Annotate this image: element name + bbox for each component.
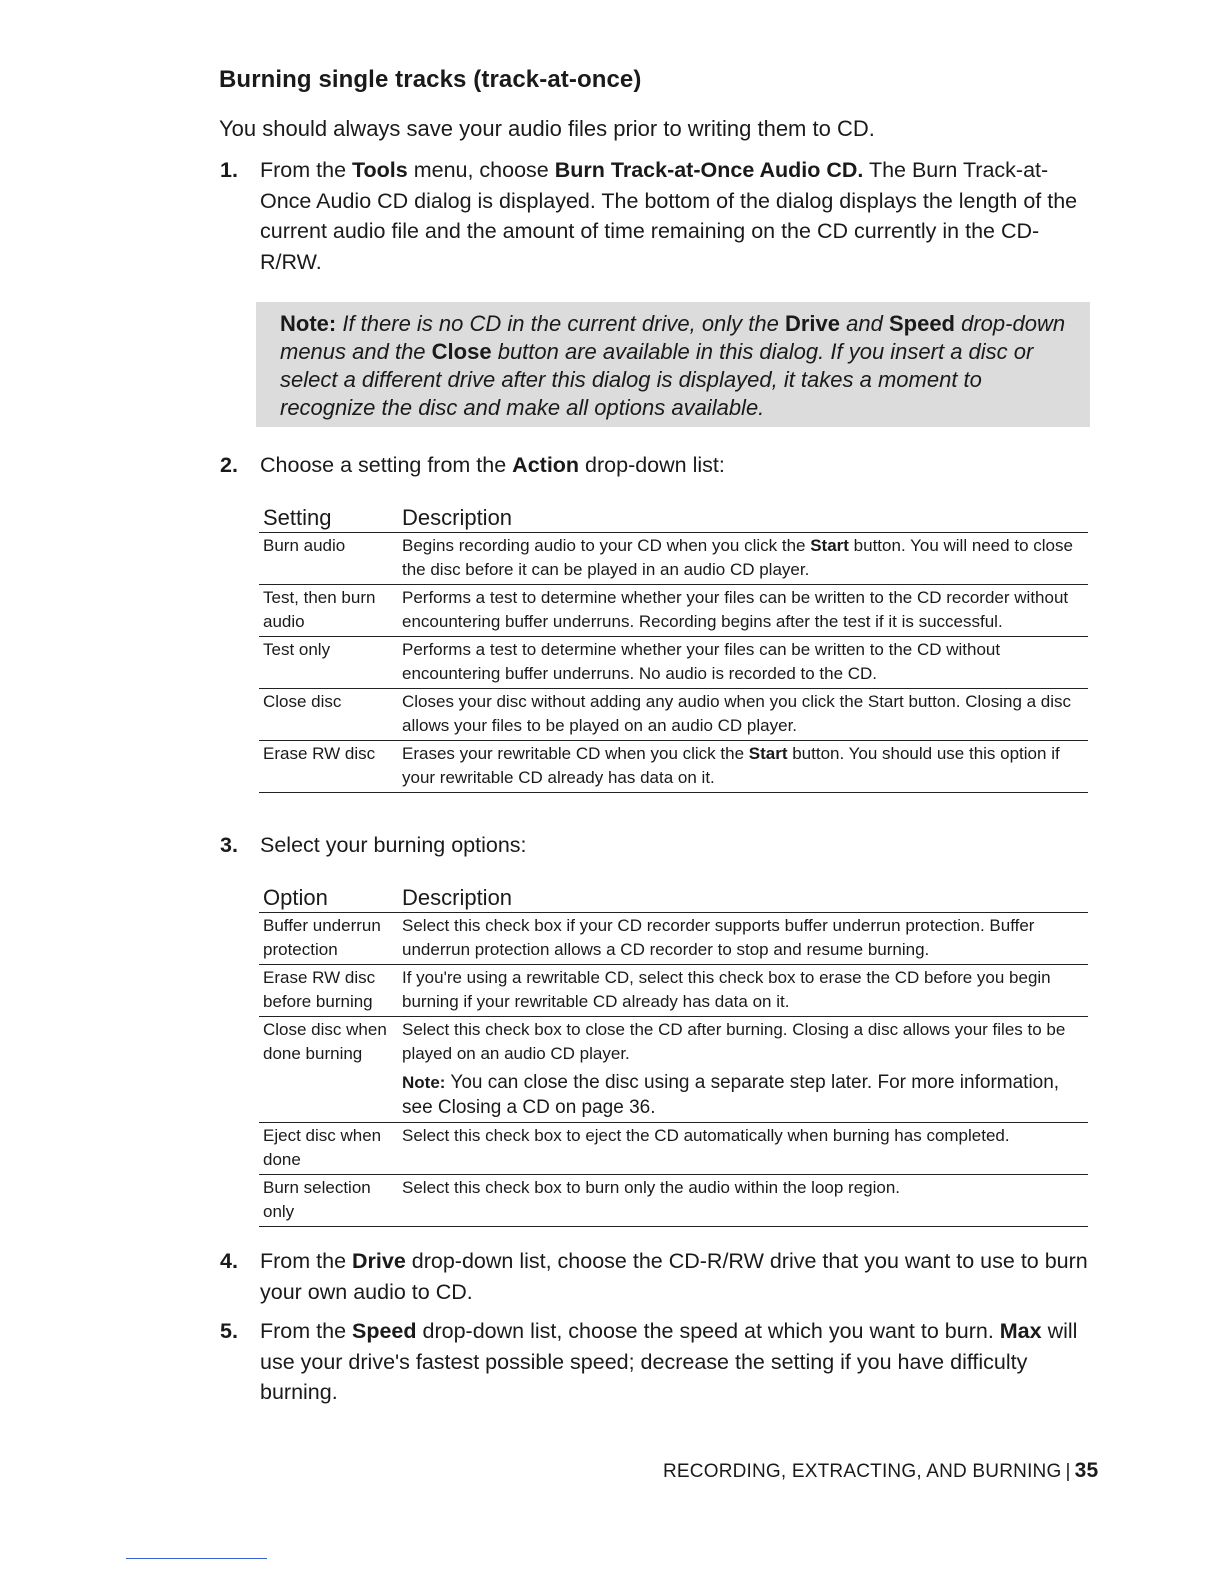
intro-paragraph: You should always save your audio files prior to writing them to CD. <box>219 116 875 141</box>
step-number: 1. <box>220 158 238 182</box>
footer-separator: | <box>1065 1461 1071 1482</box>
option-description: If you're using a rewritable CD, select this check box to erase the CD before you begin burning if your rewritable CD already has data on it. <box>398 965 1088 1017</box>
option-description: Select this check box to eject the CD automatically when burning has completed. <box>398 1123 1088 1175</box>
column-header-setting: Setting <box>259 500 398 533</box>
table-row <box>259 1123 1088 1175</box>
setting-description: Erases your rewritable CD when you click the Start button. You should use this option if your rewritable CD already has data on it. <box>398 741 1088 793</box>
table-row <box>259 1175 1088 1227</box>
option-description <box>398 1017 1088 1123</box>
setting-description: Closes your disc without adding any audio when you click the Start button. Closing a disc allows your files to be played on an audio CD player. <box>398 689 1088 741</box>
option-description: Select this check box to burn only the audio within the loop region. <box>398 1175 1088 1227</box>
setting-name: Burn audio <box>259 533 398 585</box>
step-number: 2. <box>220 453 238 477</box>
option-name: Eject disc when done <box>259 1123 398 1175</box>
table-row <box>259 741 1088 793</box>
table-row <box>259 637 1088 689</box>
step-number: 4. <box>220 1249 238 1273</box>
step-text: Select your burning options: <box>260 833 527 857</box>
step-number: 5. <box>220 1319 238 1343</box>
setting-description: Performs a test to determine whether your files can be written to the CD recorder without encountering buffer underruns. Recording begins after the test if it is successful. <box>398 585 1088 637</box>
step-text: From the Tools menu, choose Burn Track-at-Once Audio CD. The Burn Track-at-Once Audio CD dialog is displayed. The bottom of the dialog displays the length of the current audio file and the amount of time remaining on the CD currently in the CD-R/RW. <box>260 158 1078 274</box>
setting-name: Test, then burn audio <box>259 585 398 637</box>
options-table <box>259 880 1088 1227</box>
table-row <box>259 913 1088 965</box>
setting-description: Performs a test to determine whether your files can be written to the CD without encountering buffer underruns. No audio is recorded to the CD. <box>398 637 1088 689</box>
step-text: Choose a setting from the Action drop-down list: <box>260 453 725 477</box>
bottom-rule <box>126 1558 267 1559</box>
column-header-description: Description <box>398 880 1088 913</box>
table-row <box>259 689 1088 741</box>
option-description: Select this check box if your CD recorder supports buffer underrun protection. Buffer underrun protection allows a CD recorder to stop and resume burning. <box>398 913 1088 965</box>
footer-section-title: RECORDING, EXTRACTING, AND BURNING <box>663 1461 1062 1482</box>
note-label: Note: <box>280 311 337 336</box>
page-number: 35 <box>1074 1459 1099 1482</box>
option-name: Erase RW disc before burning <box>259 965 398 1017</box>
option-name: Burn selection only <box>259 1175 398 1227</box>
column-header-option: Option <box>259 880 398 913</box>
step-text: From the Drive drop-down list, choose the CD-R/RW drive that you want to use to burn your own audio to CD. <box>260 1249 1088 1304</box>
option-note: Note: You can close the disc using a separate step later. For more information, see Closing a CD on page 36. <box>402 1072 1060 1118</box>
setting-description: Begins recording audio to your CD when you click the Start button. You will need to close the disc before it can be played in an audio CD player. <box>398 533 1088 585</box>
step-number: 3. <box>220 833 238 857</box>
setting-name: Test only <box>259 637 398 689</box>
note-box: Note: If there is no CD in the current drive, only the Drive and Speed drop-down menus and the Close button are available in this dialog. If you insert a disc or select a different drive after this dialog is displayed, it takes a moment to recognize the disc and make all options available. <box>256 302 1090 427</box>
table-row <box>259 585 1088 637</box>
table-row <box>259 965 1088 1017</box>
page-footer <box>663 1459 1098 1483</box>
step-text: From the Speed drop-down list, choose the speed at which you want to burn. Max will use your drive's fastest possible speed; decrease the setting if you have difficulty burning. <box>260 1319 1078 1404</box>
option-name: Buffer underrun protection <box>259 913 398 965</box>
section-heading: Burning single tracks (track-at-once) <box>219 66 642 93</box>
setting-name: Close disc <box>259 689 398 741</box>
option-description-text: Select this check box to close the CD after burning. Closing a disc allows your files to be played on an audio CD player. <box>402 1020 1066 1063</box>
table-row <box>259 533 1088 585</box>
option-name: Close disc when done burning <box>259 1017 398 1123</box>
setting-name: Erase RW disc <box>259 741 398 793</box>
column-header-description: Description <box>398 500 1088 533</box>
table-row <box>259 1017 1088 1123</box>
settings-table <box>259 500 1088 793</box>
